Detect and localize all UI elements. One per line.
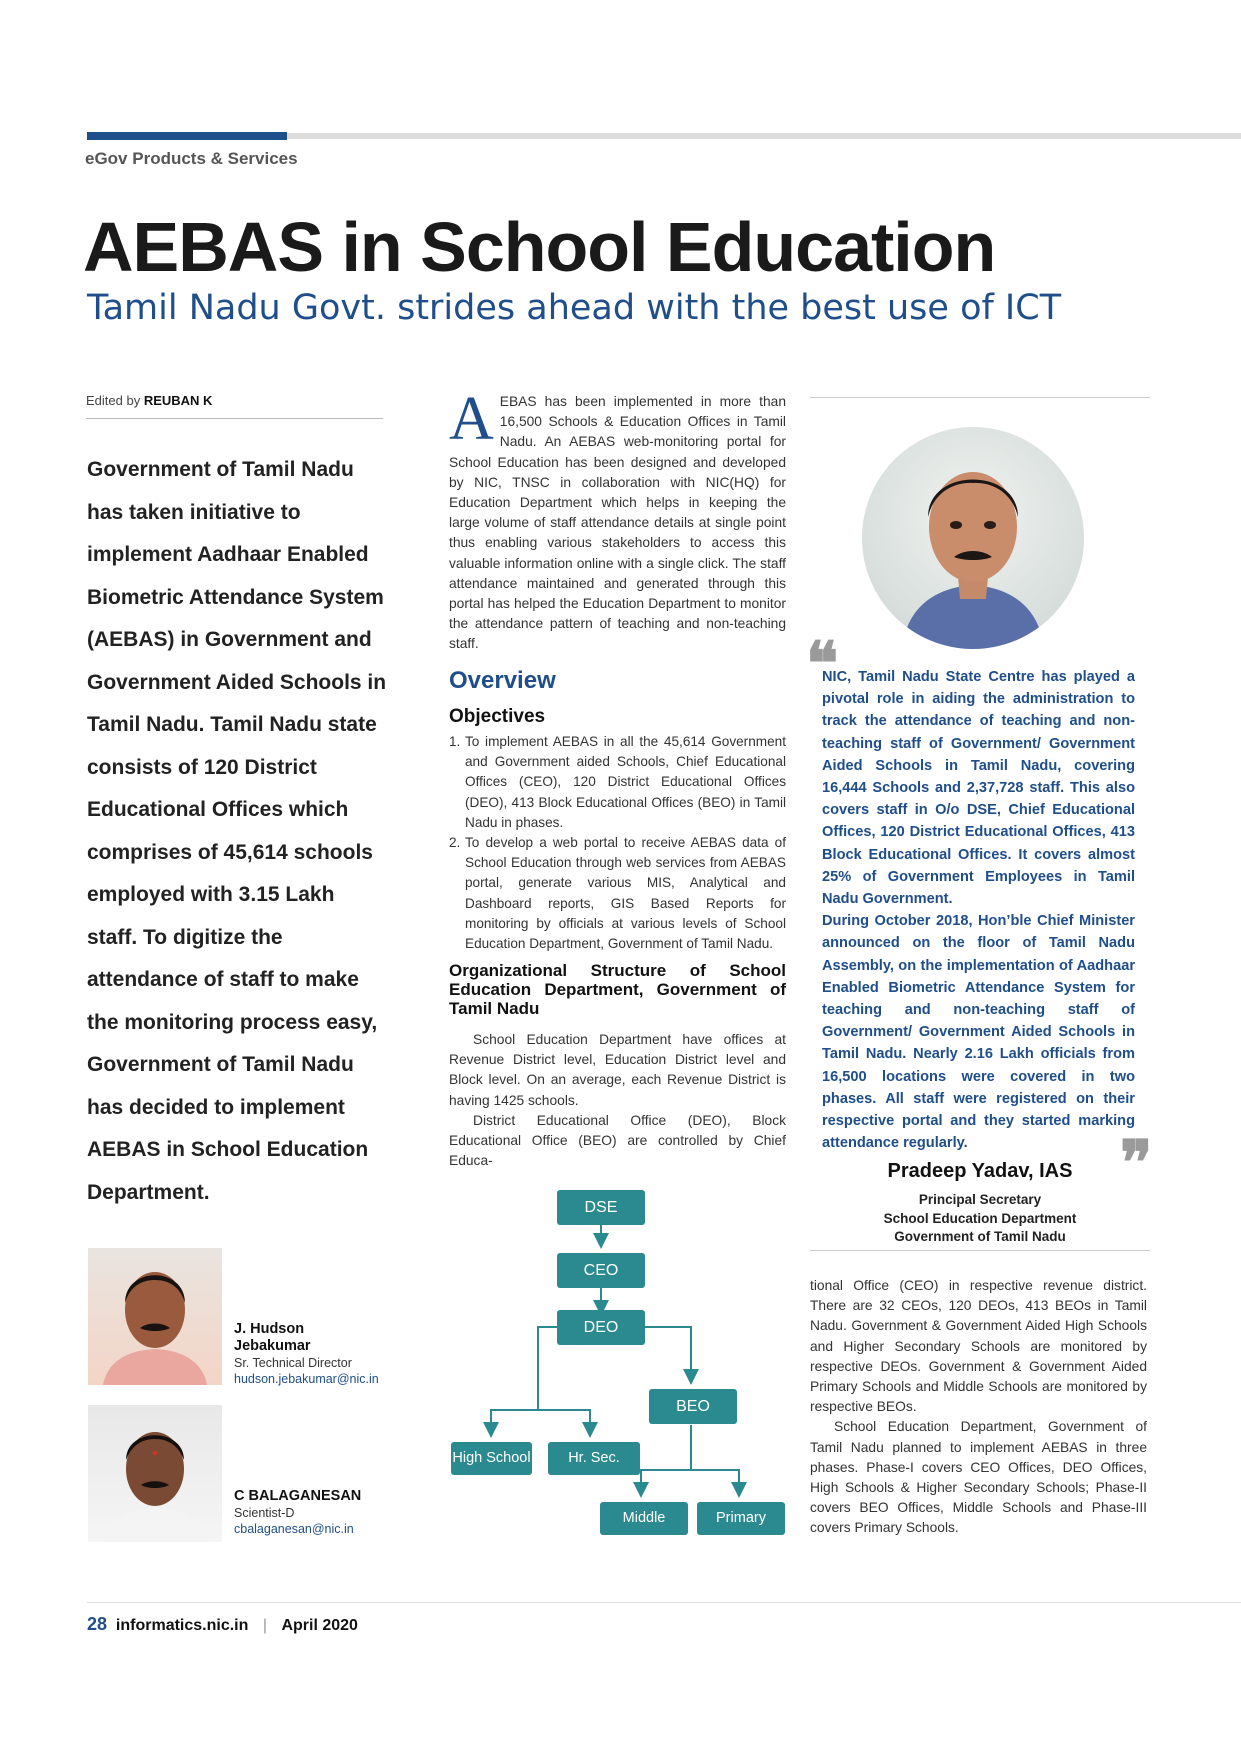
article-title: AEBAS in School Education <box>83 208 996 286</box>
org-structure-heading: Organizational Structure of School Education Department, Government of Tamil Nadu <box>449 961 786 1018</box>
list-text: To implement AEBAS in all the 45,614 Government and Government aided Schools, Chief Educational Offices (CEO), 120 District Educational Offices (DEO), 413 Block Educational Offices (BEO) in Tamil Nadu in phases. <box>465 734 786 830</box>
author-photo-balaganesan <box>88 1405 222 1542</box>
divider <box>810 1250 1150 1251</box>
org-node-primary-school: Primary School <box>697 1502 785 1535</box>
right-paragraph-1: tional Office (CEO) in respective revenue district. There are 32 CEOs, 120 DEOs, 413 BEOs in Tamil Nadu. Government & Government Aided High Schools and Higher Secondary Schools are monitored by respective DEOs. Government & Government Aided Primary Schools and Middle Schools are monitored by respective BEOs. <box>810 1278 1147 1415</box>
list-number: 1. <box>449 734 461 749</box>
list-item <box>449 833 786 954</box>
objectives-list <box>449 732 786 954</box>
edited-by <box>86 393 383 419</box>
page-number: 28 <box>87 1614 108 1634</box>
section-tag: eGov Products & Services <box>85 149 298 168</box>
close-quote-icon: ❞ <box>1120 1128 1153 1198</box>
quote-author-role <box>810 1191 1150 1247</box>
list-item <box>449 732 786 833</box>
footer-site: informatics.nic.in <box>115 1617 249 1634</box>
intro-paragraph <box>449 385 786 655</box>
org-node-dse: DSE <box>557 1190 645 1225</box>
org-structure-body <box>449 1030 786 1171</box>
editor-name: REUBAN K <box>143 393 213 408</box>
author-email: cbalaganesan@nic.in <box>234 1522 354 1536</box>
quote-author-name: Pradeep Yadav, IAS <box>887 1160 1073 1182</box>
lead-paragraph: Government of Tamil Nadu has taken initiative to implement Aadhaar Enabled Biometric Attendance System (AEBAS) in Government and Government Aided Schools in Tamil Nadu. Tamil Nadu state consists of 120 District Educational Offices which comprises of 45,614 schools employed with 3.15 Lakh staff. To digitize the attendance of staff to make the monitoring process easy, Government of Tamil Nadu has decided to implement AEBAS in School Education Department. <box>87 458 387 1204</box>
role-line: Government of Tamil Nadu <box>894 1229 1066 1245</box>
divider <box>810 397 1150 398</box>
pradeep-yadav-portrait <box>862 427 1084 649</box>
role-line: Principal Secretary <box>918 1192 1042 1207</box>
article-subtitle: Tamil Nadu Govt. strides ahead with the best use of ICT <box>87 288 1062 328</box>
author-block-balaganesan <box>234 1488 404 1537</box>
drop-cap: A <box>449 385 494 453</box>
objectives-heading: Objectives <box>449 706 546 727</box>
right-body <box>810 1276 1147 1539</box>
author-email: hudson.jebakumar@nic.in <box>234 1372 379 1386</box>
right-paragraph-2: School Education Department, Government of Tamil Nadu planned to implement AEBAS in three phases. Phase-I covers CEO Offices, DEO Offices, High Schools & Higher Secondary Schools; Phase-II covers BEO Offices, Middle Schools and Phase-III covers Primary Schools. <box>810 1419 1147 1536</box>
footer-rule <box>87 1602 1241 1603</box>
author-role: Scientist-D <box>234 1506 295 1520</box>
org-paragraph-2: District Educational Office (DEO), Block Educational Office (BEO) are controlled by Chief Educa- <box>449 1112 786 1169</box>
open-quote-icon: ❝ <box>806 629 839 699</box>
org-paragraph-1: School Education Department have offices at Revenue District level, Education District level and Block level. On an average, each Revenue District is having 1425 schools. <box>449 1032 786 1108</box>
page-footer <box>87 1614 358 1635</box>
author-role: Sr. Technical Director <box>234 1356 352 1370</box>
footer-separator: | <box>262 1617 267 1634</box>
author-block-hudson <box>234 1321 404 1387</box>
list-number: 2. <box>449 835 461 851</box>
quote-paragraph-2: During October 2018, Hon’ble Chief Minister announced on the floor of Tamil Nadu Assembly, on the implementation of Aadhaar Enabled Biometric Attendance System for teaching and non-teaching staff of Government/ Government Aided Schools in Tamil Nadu. Nearly 2.16 Lakh officials from 16,500 locations were covered in two phases. All staff were registered on their respective portal and they started marking attendance regularly. <box>822 913 1135 1152</box>
quote-paragraph-1: NIC, Tamil Nadu State Centre has played a pivotal role in aiding the administration to track the attendance of teaching and non-teaching staff of Government/ Government Aided Schools in Tamil Nadu, covering 16,444 Schools and 2,37,728 staff. This also covers staff in O/o DSE, Chief Educational Offices, 120 District Educational Offices, 413 Block Educational Offices. It covers almost 25% of Government Employees in Tamil Nadu Government. <box>822 669 1135 908</box>
author-photo-hudson <box>88 1248 222 1385</box>
header-rule-accent <box>87 132 287 140</box>
author-name-line-1: C BALAGANESAN <box>234 1488 362 1504</box>
org-node-ceo: CEO <box>557 1253 645 1288</box>
pull-quote <box>822 666 1135 1154</box>
author-name-line-2: Jebakumar <box>234 1338 311 1354</box>
org-node-hr-sec-school: Hr. Sec. School <box>548 1442 640 1475</box>
intro-text: EBAS has been implemented in more than 16,500 Schools & Education Offices in Tamil Nadu. An AEBAS web-monitoring portal for School Education has been designed and developed by NIC, TNSC in collaboration with NIC(HQ) for Education Department which helps in keeping the large volume of staff attendance details at single point thus enabling various stakeholders to access this valuable information online with a single click. The staff attendance maintained and generated through this portal has helped the Education Department to monitor the attendance pattern of teaching and non-teaching staff. <box>449 394 786 652</box>
org-node-beo: BEO <box>649 1389 737 1424</box>
org-node-high-school: High School <box>451 1442 532 1475</box>
person-photo-icon <box>88 1405 222 1542</box>
person-photo-icon <box>88 1248 222 1385</box>
role-line: School Education Department <box>883 1210 1077 1226</box>
author-name-line-1: J. Hudson <box>234 1321 305 1337</box>
overview-heading: Overview <box>449 667 556 694</box>
footer-date: April 2020 <box>281 1617 358 1634</box>
header-rule <box>287 133 1241 139</box>
org-node-middle-school: Middle School <box>600 1502 688 1535</box>
org-node-deo: DEO <box>557 1310 645 1345</box>
org-chart <box>440 1190 790 1559</box>
edited-by-prefix: Edited by <box>86 393 141 408</box>
person-photo-icon <box>862 427 1084 649</box>
list-text: To develop a web portal to receive AEBAS data of School Education through web services from AEBAS portal, generate various MIS, Analytical and Dashboard reports, GIS Based Reports for monitoring by officials at various levels of School Education Department, Government of Tamil Nadu. <box>465 835 786 952</box>
